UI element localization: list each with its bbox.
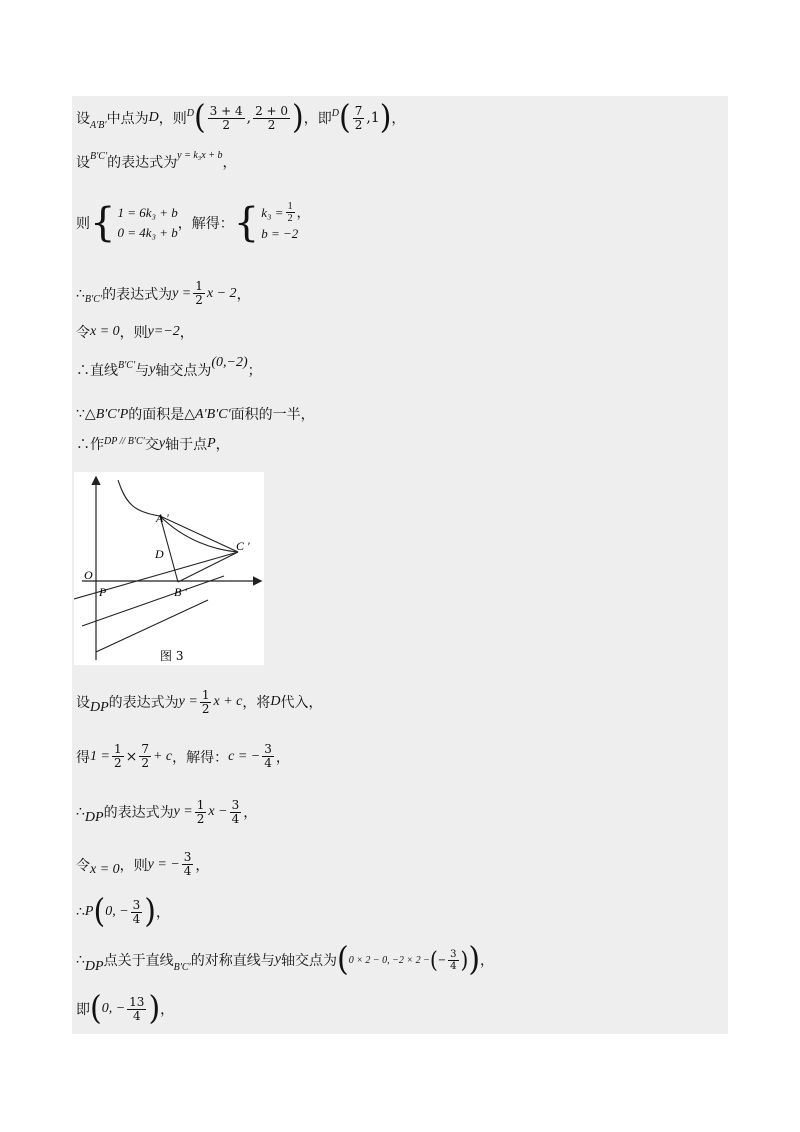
denominator: 4 <box>264 756 272 770</box>
triangle: △A′B′C′ <box>184 406 231 422</box>
text: 令 <box>76 325 90 341</box>
label-A: A ′ <box>156 511 169 525</box>
right-paren: ) <box>144 892 157 931</box>
right-paren: ) <box>468 940 481 979</box>
text: ，解得： <box>177 215 234 232</box>
line-dp-result <box>76 798 257 826</box>
solution-row <box>261 201 309 224</box>
text: ， <box>179 325 194 341</box>
right-paren: ) <box>148 989 161 1028</box>
text: x = 0 <box>90 324 120 339</box>
numerator: 3 <box>264 742 272 756</box>
text: ， <box>195 857 210 874</box>
segment-DP: DP <box>90 700 109 715</box>
text: y <box>274 952 281 967</box>
text: 轴于点 <box>165 437 208 453</box>
segment-DP: DP <box>84 810 104 825</box>
line-midpoint <box>76 98 406 137</box>
point-D: D <box>186 107 194 119</box>
denominator: 2 <box>141 756 149 770</box>
figure-3 <box>74 472 264 665</box>
numerator: 3 <box>183 850 192 864</box>
text: 面积的一半， <box>230 407 315 423</box>
fraction <box>195 799 207 826</box>
segment-BC: B′C′ <box>118 359 136 371</box>
text: ，即 <box>303 111 332 127</box>
label-O: O <box>84 568 93 582</box>
text: ； <box>247 363 262 379</box>
point-P: P <box>207 436 216 451</box>
fraction <box>139 743 151 770</box>
numerator: 1 <box>196 797 205 812</box>
hyperbola-curve <box>118 480 160 516</box>
text: c = − <box>228 748 261 764</box>
solution-system <box>261 201 309 244</box>
text: ∴ <box>76 952 85 968</box>
geometry-diagram <box>74 472 264 665</box>
text: 交 <box>144 437 159 453</box>
numerator: 3 <box>231 797 240 812</box>
denominator: 4 <box>450 960 457 972</box>
numerator: 3 <box>450 948 457 960</box>
fraction <box>208 105 245 132</box>
segment-DP: DP <box>84 959 104 974</box>
label-P: P <box>99 585 107 599</box>
text: k₃ = <box>261 204 284 220</box>
left-paren: ( <box>193 98 206 137</box>
fraction <box>193 280 205 307</box>
point-D: D <box>331 107 339 119</box>
text: ， <box>243 805 258 821</box>
text: 的表达式为 <box>103 805 174 821</box>
denominator: 2 <box>354 117 363 132</box>
text: 0, − <box>105 904 129 919</box>
text: ,1 <box>366 110 380 126</box>
text: y = <box>178 694 198 709</box>
label-D: D <box>155 547 164 561</box>
times-sign: × <box>125 748 138 765</box>
line-point-p <box>76 892 171 931</box>
numerator: 1 <box>287 201 293 212</box>
line-area <box>76 404 315 424</box>
text: + c <box>152 748 173 764</box>
fraction <box>200 689 212 716</box>
text: 即 <box>76 1002 90 1018</box>
text: x − 2 <box>206 285 237 301</box>
numerator: 2 + 0 <box>255 103 289 118</box>
text: x = 0 <box>90 861 120 877</box>
text: ， <box>275 749 290 766</box>
numerator: 3 <box>132 897 141 912</box>
point-P: P <box>84 904 94 919</box>
text: ，则 <box>119 325 148 341</box>
label-C: C ′ <box>236 539 250 553</box>
left-paren: ( <box>90 989 102 1028</box>
figure-caption: 图 3 <box>160 649 184 663</box>
text: 中点为 <box>106 111 149 127</box>
text: 1 = <box>90 748 110 764</box>
text: ， <box>222 155 237 171</box>
line-bc-expression <box>76 149 237 172</box>
text: ，解得： <box>172 749 229 766</box>
segment-AB: A′B′ <box>90 119 107 131</box>
numerator: 1 <box>113 742 122 756</box>
text: y = − <box>147 856 180 872</box>
text: 轴交点为 <box>155 363 212 379</box>
text: y <box>149 362 156 377</box>
point-D: D <box>270 694 281 709</box>
right-paren: ) <box>292 98 304 137</box>
numerator: 1 <box>195 279 203 293</box>
text: ，将 <box>242 695 271 711</box>
text: ， <box>160 1002 175 1018</box>
denominator: 4 <box>132 911 141 926</box>
fraction <box>131 899 143 926</box>
text: ∴直线 <box>76 363 118 379</box>
text: ， <box>215 437 230 453</box>
text: 0, − <box>101 1001 126 1016</box>
fraction <box>353 105 365 132</box>
triangle: △B′C′P <box>84 406 129 422</box>
left-paren: ( <box>336 940 349 979</box>
line-result <box>76 989 175 1028</box>
numerator: 7 <box>141 742 149 756</box>
text: x − <box>208 804 228 819</box>
text: y = <box>172 285 192 301</box>
text: ∴ <box>76 804 85 820</box>
denominator: 2 <box>287 213 293 224</box>
line-symmetric <box>76 940 495 979</box>
parallel-line-reflected <box>96 600 208 652</box>
fraction <box>127 996 146 1023</box>
denominator: 2 <box>267 117 276 132</box>
line-dp-expression <box>76 688 322 716</box>
fraction <box>448 949 458 972</box>
text: 点关于直线 <box>103 953 174 969</box>
text: ∴ <box>76 285 85 302</box>
text: x + c <box>213 694 243 709</box>
equation: y = k₃x + b <box>177 149 223 161</box>
line-construct <box>76 434 230 454</box>
comma: , <box>246 110 252 126</box>
equation: b = −2 <box>261 226 299 241</box>
text: 的对称直线与 <box>190 953 275 969</box>
numerator: 1 <box>201 687 210 702</box>
brace: { <box>90 199 116 246</box>
fraction <box>253 105 290 132</box>
minus-sign: − <box>437 954 447 966</box>
segment-BC: B′C′ <box>84 294 103 305</box>
numerator: 13 <box>129 994 145 1009</box>
right-paren: ) <box>379 98 392 137</box>
fraction <box>182 851 194 878</box>
line-let-x <box>76 322 194 342</box>
equation: 0 = 4k₃ + b <box>117 224 178 240</box>
text: ，则 <box>119 857 148 874</box>
text: ∴ <box>76 904 85 920</box>
point: (0,−2) <box>211 355 248 370</box>
line-substitute <box>76 743 290 770</box>
fraction <box>286 201 295 224</box>
segment-BC: B′C′ <box>173 961 191 973</box>
text: 得 <box>76 749 90 766</box>
text: y=−2 <box>147 324 180 339</box>
line-intersection <box>76 355 262 380</box>
denominator: 4 <box>132 1008 141 1023</box>
text: 令 <box>76 857 90 874</box>
left-paren: ( <box>429 946 438 974</box>
text: ， <box>296 204 310 220</box>
text: 的表达式为 <box>108 695 179 711</box>
line-let-x-2 <box>76 851 209 878</box>
denominator: 2 <box>201 701 210 716</box>
text: 设 <box>76 111 90 127</box>
text: 设 <box>76 155 90 171</box>
text: ∴作 <box>76 437 104 453</box>
equation: 1 = 6k₃ + b <box>117 204 178 220</box>
parallel-line-bc <box>82 576 224 626</box>
denominator: 2 <box>195 293 203 307</box>
fraction <box>112 743 124 770</box>
text: y <box>158 436 166 451</box>
line-system <box>76 201 310 244</box>
denominator: 4 <box>183 864 192 878</box>
text: ， <box>391 111 406 127</box>
brace: { <box>233 199 260 246</box>
text: 则 <box>76 215 90 232</box>
text: ， <box>480 953 495 969</box>
text: ， <box>156 905 171 921</box>
text: ， <box>236 286 251 303</box>
numerator: 7 <box>354 103 363 118</box>
fraction <box>262 743 274 770</box>
numerator: 3 + 4 <box>209 103 243 118</box>
denominator: 2 <box>222 117 230 132</box>
segment-AC <box>160 516 238 552</box>
text: 与 <box>135 363 150 379</box>
text: 0 × 2 − 0, −2 × 2 − <box>348 954 430 966</box>
text: 代入， <box>280 695 323 711</box>
point-D: D <box>148 110 159 125</box>
text: y = <box>173 804 193 819</box>
text: 设 <box>76 695 90 711</box>
equation-system <box>117 203 177 243</box>
right-paren: ) <box>460 946 469 974</box>
label-B: B ′ <box>174 585 187 599</box>
fraction <box>230 799 242 826</box>
text: 的表达式为 <box>102 286 173 303</box>
denominator: 4 <box>231 811 240 826</box>
text: 的面积是 <box>128 407 185 423</box>
text: 轴交点为 <box>280 953 337 969</box>
text: 的表达式为 <box>107 155 178 171</box>
text: ∵ <box>76 406 85 422</box>
left-paren: ( <box>338 98 351 137</box>
left-paren: ( <box>93 892 106 931</box>
segment-BC: B′C′ <box>90 150 108 162</box>
parallel-statement: DP // B′C′ <box>104 435 145 447</box>
line-bc-result <box>76 280 251 307</box>
text: ，则 <box>158 111 187 127</box>
denominator: 2 <box>196 811 205 826</box>
denominator: 2 <box>113 756 122 770</box>
